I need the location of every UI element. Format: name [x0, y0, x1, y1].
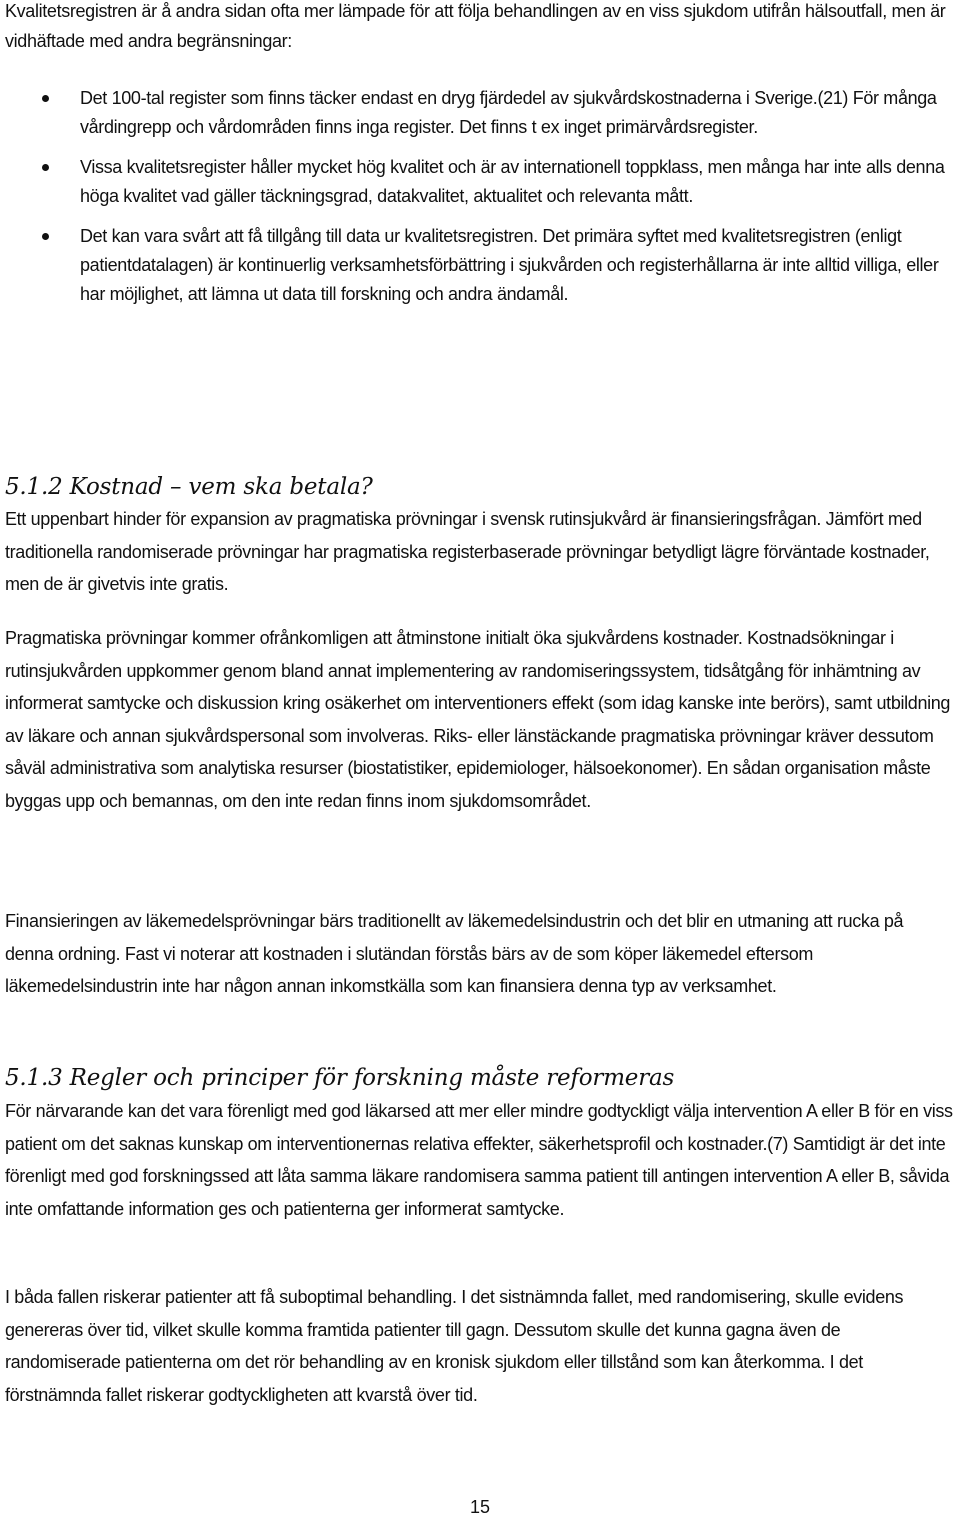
- list-item: [0, 153, 955, 211]
- bullet-icon: [42, 164, 49, 171]
- intro-paragraph: Kvalitetsregistren är å andra sidan ofta mer lämpade för att följa behandlingen av en viss sjukdom utifrån hälsoutfall, men är vidhäftade med andra begränsningar:: [5, 1, 946, 51]
- bullet-text: Det kan vara svårt att få tillgång till data ur kvalitetsregistren. Det primära syftet med kvalitetsregistren (enligt patientdatalagen) är kontinuerlig verksamhetsförbättring i sjukvården och registerhållarna är inte alltid villiga, eller har möjlighet, att lämna ut data till forskning och andra ändamål.: [80, 226, 939, 304]
- paragraph: Ett uppenbart hinder för expansion av pragmatiska prövningar i svensk rutinsjukvård är finansieringsfrågan. Jämfört med traditionella randomiserade prövningar har pragmatiska registerbaserade prövningar betydligt lägre förväntade kostnader, men de är givetvis inte gratis.: [5, 509, 930, 594]
- list-item: [0, 222, 955, 309]
- paragraph: Finansieringen av läkemedelsprövningar bärs traditionellt av läkemedelsindustrin och det blir en utmaning att rucka på denna ordning. Fast vi noterar att kostnaden i slutändan förstås bärs av de som köper läkemedel eftersom läkemedelsindustrin inte har någon annan inkomstkälla som kan finansiera denna typ av verksamhet.: [5, 911, 904, 996]
- page-number: 15: [469, 1497, 491, 1517]
- bullet-text: Vissa kvalitetsregister håller mycket hög kvalitet och är av internationell toppklass, men många har inte alls denna höga kvalitet vad gäller täckningsgrad, datakvalitet, aktualitet och relevanta mått.: [80, 157, 945, 206]
- paragraph: För närvarande kan det vara förenligt med god läkarsed att mer eller mindre godtyckligt välja intervention A eller B för en viss patient om det saknas kunskap om interventionernas relativa effekter, säkerhetsprofil och kostnader.(7) Samtidigt är det inte förenligt med god forskningssed att låta samma läkare randomisera samma patient till antingen intervention A eller B, såvida inte omfattande information ges och patienterna ger informerat samtycke.: [5, 1101, 953, 1219]
- bullet-icon: [42, 233, 49, 240]
- bullet-list: [0, 84, 955, 309]
- section-heading-5-1-3: 5.1.3 Regler och principer för forskning måste reformeras: [5, 1065, 675, 1091]
- paragraph: Pragmatiska prövningar kommer ofrånkomligen att åtminstone initialt öka sjukvårdens kostnader. Kostnadsökningar i rutinsjukvården uppkommer genom bland annat implementering av randomiseringssystem, tidsåtgång för inhämtning av informerat samtycke och diskussion kring osäkerhet om interventioners effekt (som idag kanske inte berörs), samt utbildning av läkare och annan sjukvårdspersonal som involveras. Riks- eller länstäckande pragmatiska prövningar kräver dessutom såväl administrativa som analytiska resurser (biostatistiker, epidemiologer, hälsoekonomer). En sådan organisation måste byggas upp och bemannas, om den inte redan finns inom sjukdomsområdet.: [5, 628, 951, 811]
- paragraph: I båda fallen riskerar patienter att få suboptimal behandling. I det sistnämnda fallet, med randomisering, skulle evidens genereras över tid, vilket skulle komma framtida patienter till gagn. Dessutom skulle det kunna gagna även de randomiserade patienterna om det rör behandling av en kronisk sjukdom eller tillstånd som kan återkomma. I det förstnämnda fallet riskerar godtyckligheten att kvarstå över tid.: [5, 1287, 904, 1405]
- bullet-text: Det 100-tal register som finns täcker endast en dryg fjärdedel av sjukvårdskostnaderna i Sverige.(21) För många vårdingrepp och vårdområden finns inga register. Det finns t ex inget primärvårdsregister.: [80, 88, 937, 137]
- section-heading-5-1-2: 5.1.2 Kostnad – vem ska betala?: [5, 474, 373, 500]
- list-item: [0, 84, 955, 142]
- bullet-icon: [42, 95, 49, 102]
